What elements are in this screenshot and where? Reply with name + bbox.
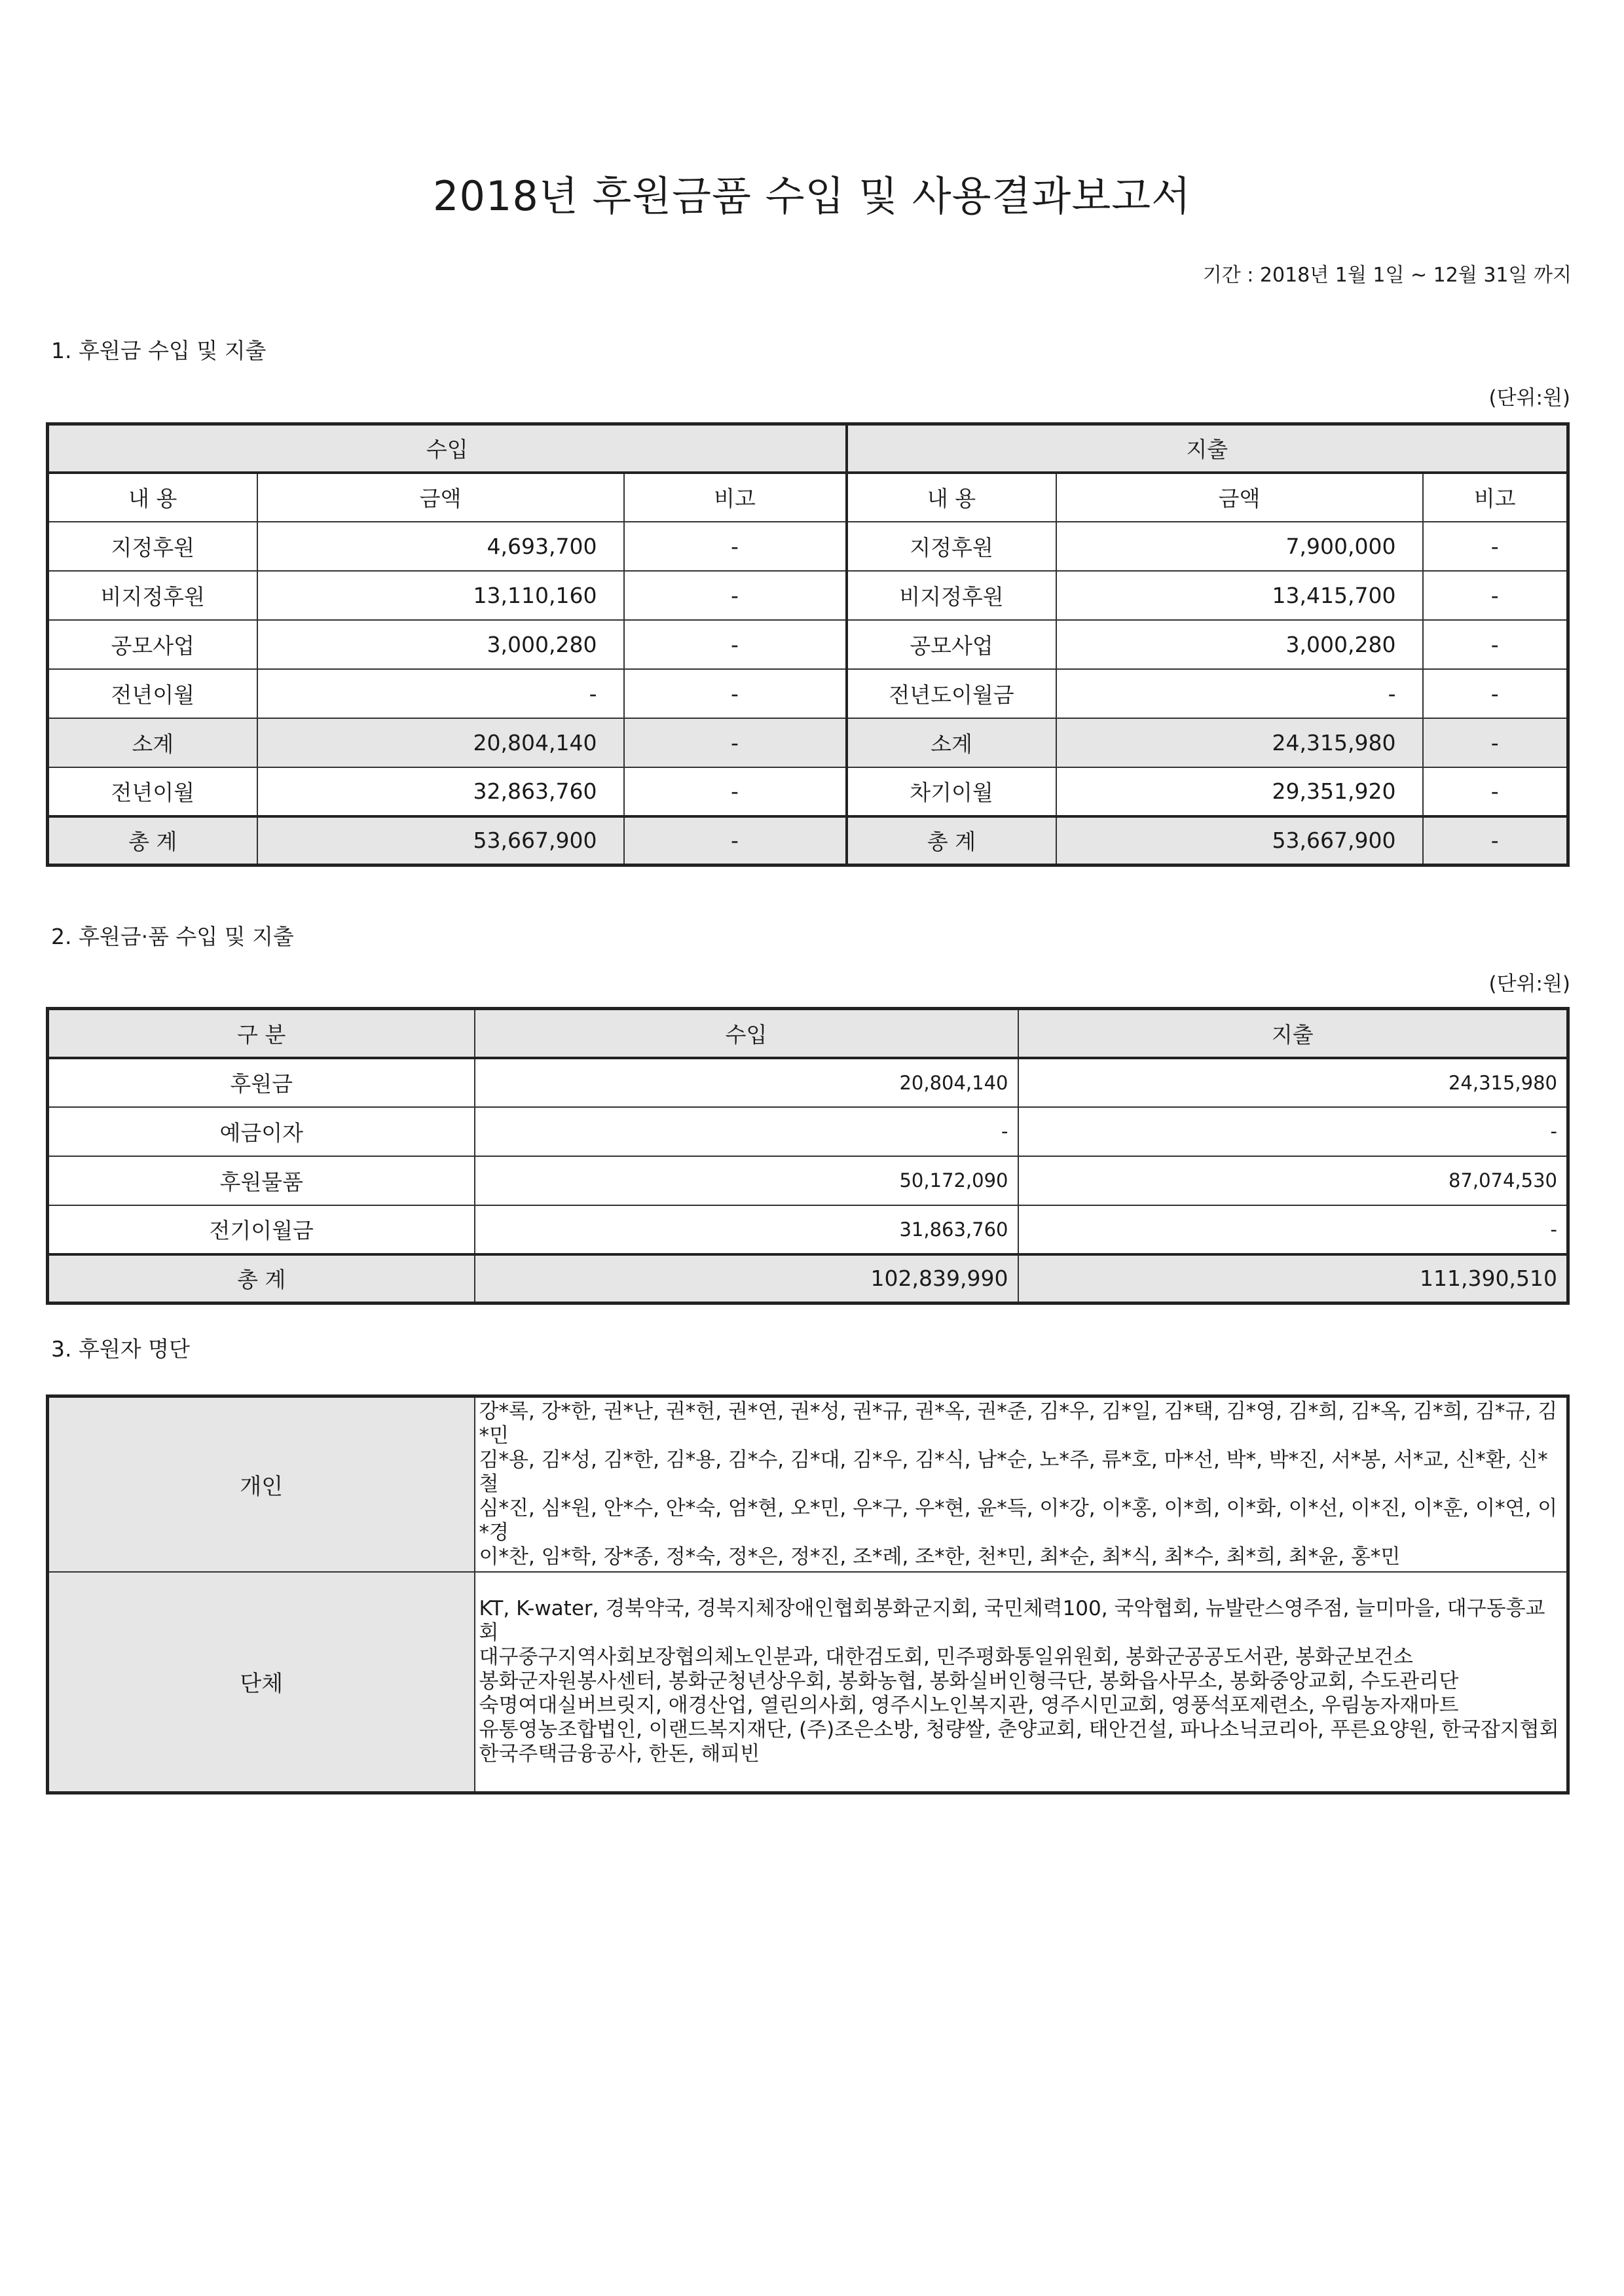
income-note: - — [624, 522, 847, 571]
group-donor-list — [475, 1572, 1568, 1793]
section1-unit: (단위:원) — [1488, 386, 1570, 410]
donor-line: 강*록, 강*한, 권*난, 권*헌, 권*연, 권*성, 권*규, 권*옥, 권*준, 김*우, 김*일, 김*택, 김*영, 김*희, 김*옥, 김*희, 김*규, 김*민 — [479, 1399, 1558, 1448]
expense-value: 111,390,510 — [1018, 1254, 1568, 1303]
income-note: - — [624, 767, 847, 816]
page-title: 2018년 후원금품 수입 및 사용결과보고서 — [433, 172, 1191, 220]
table-row — [48, 1107, 1568, 1156]
section1-heading: 1. 후원금 수입 및 지출 — [51, 338, 267, 363]
donor-line: KT, K-water, 경북약국, 경북지체장애인협회봉화군지회, 국민체력100, 국악협회, 뉴발란스영주점, 늘미마을, 대구동흥교회 — [479, 1597, 1545, 1645]
category-label: 후원금 — [48, 1058, 475, 1107]
expense-value: - — [1018, 1107, 1568, 1156]
category-label: 전기이월금 — [48, 1205, 475, 1254]
expense-note: - — [1423, 522, 1568, 571]
column-header-row — [48, 1009, 1568, 1058]
group-donors-row — [48, 1572, 1568, 1793]
expense-label: 지정후원 — [847, 522, 1056, 571]
report-period: 기간 : 2018년 1월 1일 ~ 12월 31일 까지 — [1202, 264, 1572, 287]
donor-line: 유통영농조합법인, 이랜드복지재단, (주)조은소방, 청량쌀, 춘양교회, 태안건설, 파나소닉코리아, 푸른요양원, 한국잡지협회 — [479, 1718, 1559, 1742]
income-value: 31,863,760 — [475, 1205, 1018, 1254]
donation-income-expense-table — [46, 422, 1570, 867]
donor-line: 숙명여대실버브릿지, 애경산업, 열린의사회, 영주시노인복지관, 영주시민교회, 영풍석포제련소, 우림농자재마트 — [479, 1694, 1459, 1718]
income-value: 20,804,140 — [475, 1058, 1018, 1107]
table-row — [48, 620, 1568, 669]
income-amount: 20,804,140 — [257, 718, 624, 767]
category-label: 총 계 — [48, 1254, 475, 1303]
expense-label: 총 계 — [847, 816, 1056, 866]
table-row — [48, 1205, 1568, 1254]
expense-amount-header: 금액 — [1056, 473, 1423, 522]
table-row — [48, 767, 1568, 816]
income-label: 비지정후원 — [48, 571, 257, 620]
goods-income-expense-table — [46, 1007, 1570, 1305]
group-label: 단체 — [48, 1572, 475, 1793]
donor-line: 대구중구지역사회보장협의체노인분과, 대한검도회, 민주평화통일위원회, 봉화군공공도서관, 봉화군보건소 — [479, 1645, 1413, 1669]
section3-heading: 3. 후원자 명단 — [51, 1336, 190, 1362]
donor-line: 심*진, 심*원, 안*수, 안*숙, 엄*현, 오*민, 우*구, 우*현, 윤*득, 이*강, 이*홍, 이*희, 이*화, 이*선, 이*진, 이*훈, 이*연, 이*경 — [479, 1496, 1558, 1544]
group-header-row — [48, 424, 1568, 473]
expense-amount: 13,415,700 — [1056, 571, 1423, 620]
table-row — [48, 571, 1568, 620]
expense-value: - — [1018, 1205, 1568, 1254]
subtotal-row — [48, 718, 1568, 767]
income-label: 소계 — [48, 718, 257, 767]
expense-value: 87,074,530 — [1018, 1156, 1568, 1205]
expense-note: - — [1423, 571, 1568, 620]
income-note: - — [624, 620, 847, 669]
income-amount: 3,000,280 — [257, 620, 624, 669]
income-note-header: 비고 — [624, 473, 847, 522]
income-label: 전년이월 — [48, 669, 257, 718]
income-content-header: 내 용 — [48, 473, 257, 522]
section2-unit: (단위:원) — [1488, 972, 1570, 996]
income-value: - — [475, 1107, 1018, 1156]
donor-line: 봉화군자원봉사센터, 봉화군청년상우회, 봉화농협, 봉화실버인형극단, 봉화읍사무소, 봉화중앙교회, 수도관리단 — [479, 1669, 1459, 1694]
column-header-row — [48, 473, 1568, 522]
income-value: 50,172,090 — [475, 1156, 1018, 1205]
grand-total-row — [48, 816, 1568, 866]
table-row — [48, 522, 1568, 571]
donor-line: 한국주택금융공사, 한돈, 해피빈 — [479, 1742, 760, 1766]
expense-value: 24,315,980 — [1018, 1058, 1568, 1107]
expense-amount: 29,351,920 — [1056, 767, 1423, 816]
income-note: - — [624, 571, 847, 620]
income-amount: - — [257, 669, 624, 718]
income-amount-header: 금액 — [257, 473, 624, 522]
category-header: 구 분 — [48, 1009, 475, 1058]
individual-label: 개인 — [48, 1396, 475, 1572]
income-note: - — [624, 718, 847, 767]
income-label: 전년이월 — [48, 767, 257, 816]
donor-line: 김*용, 김*성, 김*한, 김*용, 김*수, 김*대, 김*우, 김*식, 남*순, 노*주, 류*호, 마*선, 박*, 박*진, 서*봉, 서*교, 신*환, 신*철 — [479, 1448, 1548, 1496]
grand-total-row — [48, 1254, 1568, 1303]
expense-header: 지출 — [1018, 1009, 1568, 1058]
expense-label: 전년도이월금 — [847, 669, 1056, 718]
income-label: 총 계 — [48, 816, 257, 866]
expense-label: 공모사업 — [847, 620, 1056, 669]
income-amount: 32,863,760 — [257, 767, 624, 816]
expense-note: - — [1423, 816, 1568, 866]
donor-line: 이*찬, 임*학, 장*종, 정*숙, 정*은, 정*진, 조*례, 조*한, 천*민, 최*순, 최*식, 최*수, 최*희, 최*윤, 홍*민 — [479, 1544, 1401, 1569]
expense-label: 소계 — [847, 718, 1056, 767]
expense-label: 차기이월 — [847, 767, 1056, 816]
income-label: 공모사업 — [48, 620, 257, 669]
expense-amount: 7,900,000 — [1056, 522, 1423, 571]
table-row — [48, 1156, 1568, 1205]
donor-list-table — [46, 1394, 1570, 1795]
expense-amount: 24,315,980 — [1056, 718, 1423, 767]
category-label: 예금이자 — [48, 1107, 475, 1156]
individual-donor-list — [475, 1396, 1568, 1572]
section2-heading: 2. 후원금·품 수입 및 지출 — [51, 924, 294, 949]
expense-note-header: 비고 — [1423, 473, 1568, 522]
expense-group-header: 지출 — [847, 424, 1568, 473]
expense-content-header: 내 용 — [847, 473, 1056, 522]
expense-note: - — [1423, 669, 1568, 718]
income-value: 102,839,990 — [475, 1254, 1018, 1303]
expense-note: - — [1423, 718, 1568, 767]
income-header: 수입 — [475, 1009, 1018, 1058]
income-amount: 53,667,900 — [257, 816, 624, 866]
category-label: 후원물품 — [48, 1156, 475, 1205]
income-amount: 13,110,160 — [257, 571, 624, 620]
expense-note: - — [1423, 767, 1568, 816]
expense-note: - — [1423, 620, 1568, 669]
individual-donors-row — [48, 1396, 1568, 1572]
income-label: 지정후원 — [48, 522, 257, 571]
income-note: - — [624, 816, 847, 866]
income-amount: 4,693,700 — [257, 522, 624, 571]
table-row — [48, 1058, 1568, 1107]
income-group-header: 수입 — [48, 424, 847, 473]
expense-label: 비지정후원 — [847, 571, 1056, 620]
table-row — [48, 669, 1568, 718]
expense-amount: - — [1056, 669, 1423, 718]
expense-amount: 53,667,900 — [1056, 816, 1423, 866]
income-note: - — [624, 669, 847, 718]
expense-amount: 3,000,280 — [1056, 620, 1423, 669]
